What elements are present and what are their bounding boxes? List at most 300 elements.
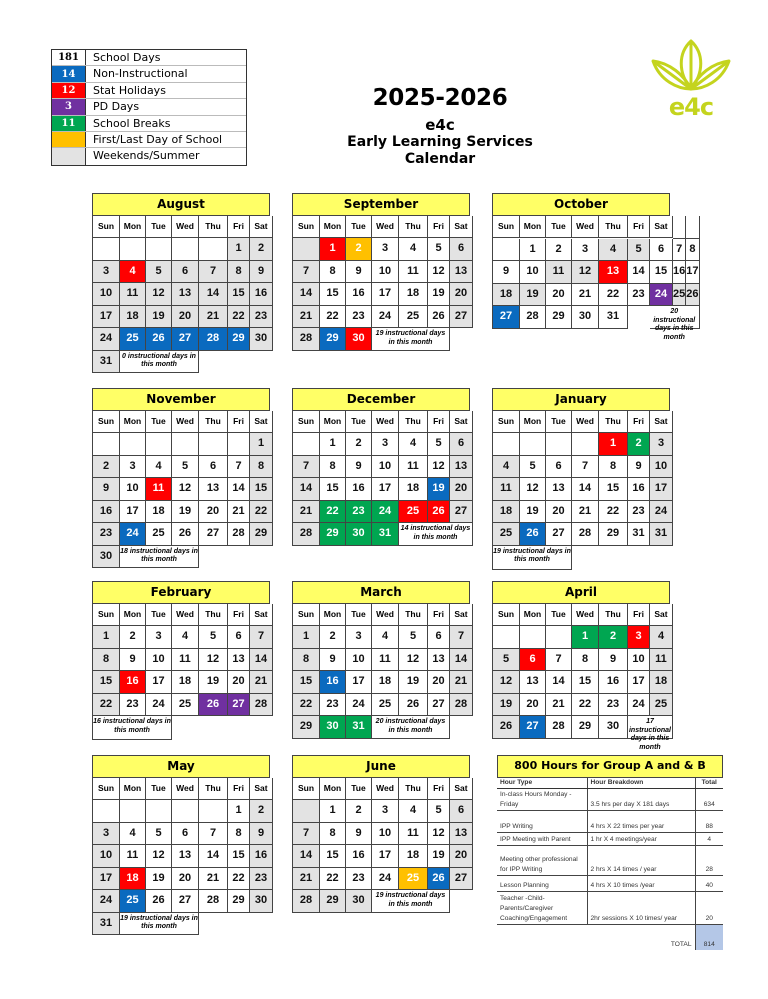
day-cell: 17	[372, 478, 399, 501]
day-cell: 2	[250, 800, 273, 823]
day-cell: 17	[346, 671, 372, 694]
empty-cell	[172, 800, 199, 823]
hours-row	[497, 810, 723, 832]
header-hour-type: Hour Type	[497, 778, 587, 788]
day-cell: 6	[450, 800, 473, 823]
day-cell: 19	[428, 478, 450, 501]
header-hour-breakdown: Hour Breakdown	[587, 778, 695, 788]
day-cell: 16	[346, 283, 372, 306]
day-cell: 18	[399, 478, 428, 501]
month-june	[292, 755, 470, 913]
month-grid	[92, 411, 270, 568]
day-cell: 24	[372, 501, 399, 524]
day-cell: 11	[120, 845, 146, 868]
day-cell: 2	[250, 238, 273, 261]
month-march	[292, 581, 470, 739]
day-cell: 28	[228, 523, 250, 546]
day-cell: 6	[650, 239, 673, 262]
day-cell: 15	[93, 671, 120, 694]
instructional-days-note: 20 instructional days in this month	[372, 716, 450, 739]
day-cell: 22	[572, 694, 599, 717]
day-cell: 24	[120, 523, 146, 546]
empty-cell	[146, 800, 172, 823]
day-cell: 24	[372, 306, 399, 329]
legend-item	[52, 99, 246, 115]
day-cell: 17	[372, 283, 399, 306]
month-grid	[92, 216, 270, 373]
day-cell: 24	[650, 284, 673, 307]
day-cell: 21	[293, 868, 320, 891]
legend-item	[52, 148, 246, 164]
day-cell: 8	[599, 456, 628, 479]
weekday-header: Mon	[320, 411, 346, 433]
day-cell: 7	[673, 239, 686, 262]
hour-total-cell: 88	[695, 810, 723, 832]
legend-swatch: 3	[52, 99, 86, 114]
day-cell: 18	[399, 283, 428, 306]
day-cell: 1	[599, 433, 628, 456]
day-cell: 29	[320, 328, 346, 351]
day-cell: 2	[628, 433, 650, 456]
day-cell: 23	[320, 694, 346, 717]
legend-item	[52, 116, 246, 132]
weekday-header: Tue	[546, 411, 572, 433]
hour-type-cell: Meeting other professional for IPP Writing	[497, 845, 587, 875]
weekday-header: Thu	[199, 778, 228, 800]
day-cell: 17	[93, 306, 120, 329]
day-cell: 11	[172, 649, 199, 672]
hour-total-cell: 4	[695, 832, 723, 845]
weekday-header: Sat	[250, 411, 273, 433]
empty-cell	[199, 238, 228, 261]
day-cell: 28	[293, 890, 320, 913]
day-cell: 20	[520, 694, 546, 717]
empty-cell	[572, 433, 599, 456]
day-cell: 20	[450, 845, 473, 868]
weekday-header: Wed	[372, 216, 399, 238]
day-cell: 28	[546, 716, 572, 739]
day-cell: 4	[399, 238, 428, 261]
day-cell: 27	[450, 868, 473, 891]
day-cell: 13	[546, 478, 572, 501]
day-cell: 5	[146, 261, 172, 284]
day-cell: 15	[228, 283, 250, 306]
weekday-header: Fri	[228, 604, 250, 626]
day-cell: 16	[599, 671, 628, 694]
day-cell: 20	[199, 501, 228, 524]
legend-swatch	[52, 148, 86, 164]
legend-label: Weekends/Summer	[93, 149, 200, 163]
day-cell: 15	[650, 261, 673, 284]
day-cell: 30	[346, 328, 372, 351]
weekday-header: Sat	[650, 604, 673, 626]
day-cell: 1	[250, 433, 273, 456]
day-cell: 3	[372, 800, 399, 823]
day-cell: 13	[172, 283, 199, 306]
weekday-header: Thu	[599, 216, 628, 238]
legend-label: First/Last Day of School	[93, 132, 223, 146]
day-cell: 14	[546, 671, 572, 694]
instructional-days-note: 14 instructional days in this month	[399, 523, 473, 546]
weekday-header: Tue	[346, 411, 372, 433]
day-cell: 7	[199, 823, 228, 846]
day-cell: 19	[520, 284, 546, 307]
day-cell: 22	[320, 868, 346, 891]
empty-cell	[493, 626, 520, 649]
day-cell: 25	[399, 306, 428, 329]
day-cell: 17	[93, 868, 120, 891]
logo-text: e4c	[668, 93, 714, 121]
day-cell: 23	[628, 284, 650, 307]
month-grid	[292, 778, 470, 913]
month-title: November	[92, 388, 270, 411]
day-cell: 24	[146, 694, 172, 717]
day-cell: 3	[93, 261, 120, 284]
hour-breakdown-cell: 3.5 hrs per day X 181 days	[587, 788, 695, 810]
empty-cell	[293, 433, 320, 456]
day-cell: 2	[93, 456, 120, 479]
month-grid	[492, 411, 670, 570]
day-cell: 1	[520, 239, 546, 262]
day-cell: 26	[520, 523, 546, 546]
day-cell: 7	[250, 626, 273, 649]
day-cell: 9	[320, 649, 346, 672]
day-cell: 5	[146, 823, 172, 846]
day-cell: 26	[146, 328, 172, 351]
weekday-header: Fri	[428, 216, 450, 238]
day-cell: 14	[199, 283, 228, 306]
day-cell: 27	[199, 523, 228, 546]
day-cell: 8	[293, 649, 320, 672]
day-cell: 28	[520, 306, 546, 329]
weekday-header: Thu	[199, 411, 228, 433]
day-cell: 30	[346, 890, 372, 913]
legend-item	[52, 83, 246, 99]
weekday-header: Fri	[428, 604, 450, 626]
day-cell: 26	[428, 868, 450, 891]
weekday-header: Sun	[293, 216, 320, 238]
day-cell: 13	[199, 478, 228, 501]
day-cell: 4	[120, 261, 146, 284]
day-cell: 23	[346, 501, 372, 524]
legend-label: Non-Instructional	[93, 67, 188, 81]
day-cell: 15	[599, 478, 628, 501]
weekday-header: Fri	[628, 411, 650, 433]
day-cell: 31	[650, 523, 673, 546]
day-cell: 9	[250, 261, 273, 284]
day-cell: 29	[228, 890, 250, 913]
empty-cell	[199, 433, 228, 456]
day-cell: 24	[372, 868, 399, 891]
day-cell: 10	[372, 456, 399, 479]
day-cell: 9	[250, 823, 273, 846]
day-cell: 21	[293, 306, 320, 329]
day-cell: 8	[686, 239, 699, 262]
day-cell: 14	[199, 845, 228, 868]
day-cell: 25	[172, 694, 199, 717]
day-cell: 31	[93, 913, 120, 936]
hours-row	[497, 875, 723, 891]
day-cell: 20	[546, 284, 572, 307]
legend-item	[52, 66, 246, 82]
day-cell: 26	[428, 501, 450, 524]
day-cell: 17	[372, 845, 399, 868]
day-cell: 5	[493, 649, 520, 672]
day-cell: 25	[372, 694, 399, 717]
empty-cell	[172, 238, 199, 261]
month-october	[492, 193, 699, 341]
weekday-header: Fri	[228, 411, 250, 433]
day-cell: 21	[199, 306, 228, 329]
day-cell: 22	[599, 501, 628, 524]
day-cell: 4	[172, 626, 199, 649]
weekday-header: Sat	[450, 604, 473, 626]
month-grid	[92, 604, 270, 740]
empty-cell	[520, 626, 546, 649]
day-cell: 27	[172, 328, 199, 351]
weekday-header: Fri	[228, 778, 250, 800]
title-subtitle-1: Early Learning Services	[347, 134, 533, 150]
day-cell: 7	[293, 456, 320, 479]
day-cell: 30	[572, 306, 599, 329]
day-cell: 7	[199, 261, 228, 284]
day-cell: 17	[120, 501, 146, 524]
weekday-header: Sat	[250, 778, 273, 800]
empty-cell	[546, 433, 572, 456]
weekday-header: Sun	[93, 411, 120, 433]
day-cell: 24	[93, 328, 120, 351]
weekday-header: Tue	[346, 604, 372, 626]
day-cell: 20	[546, 501, 572, 524]
month-title: March	[292, 581, 470, 604]
day-cell: 10	[93, 845, 120, 868]
day-cell: 13	[520, 671, 546, 694]
legend-swatch: 14	[52, 66, 86, 81]
weekday-header: Wed	[372, 411, 399, 433]
day-cell: 8	[320, 823, 346, 846]
weekday-header: Sat	[650, 411, 673, 433]
day-cell: 8	[320, 456, 346, 479]
day-cell: 3	[93, 823, 120, 846]
month-title: December	[292, 388, 470, 411]
day-cell: 23	[120, 694, 146, 717]
month-grid	[92, 778, 270, 935]
day-cell: 9	[493, 261, 520, 284]
day-cell: 15	[320, 283, 346, 306]
day-cell: 16	[250, 845, 273, 868]
day-cell: 31	[346, 716, 372, 739]
day-cell: 14	[450, 649, 473, 672]
day-cell: 14	[293, 283, 320, 306]
day-cell: 31	[628, 523, 650, 546]
instructional-days-note: 20 instructional days in this month	[650, 306, 700, 329]
empty-cell	[146, 238, 172, 261]
weekday-header: Sun	[93, 216, 120, 238]
day-cell: 29	[228, 328, 250, 351]
day-cell: 25	[399, 868, 428, 891]
hours-row	[497, 891, 723, 924]
empty-cell	[493, 239, 520, 262]
weekday-header: Thu	[599, 411, 628, 433]
weekday-header: Sat	[250, 604, 273, 626]
day-cell: 29	[599, 523, 628, 546]
hours-row	[497, 845, 723, 875]
weekday-header: Tue	[546, 604, 572, 626]
day-cell: 4	[399, 800, 428, 823]
day-cell: 12	[199, 649, 228, 672]
day-cell: 28	[293, 328, 320, 351]
day-cell: 27	[450, 501, 473, 524]
day-cell: 2	[599, 626, 628, 649]
day-cell: 5	[428, 800, 450, 823]
day-cell: 28	[199, 890, 228, 913]
day-cell: 23	[346, 868, 372, 891]
weekday-header: Sat	[450, 216, 473, 238]
day-cell: 17	[146, 671, 172, 694]
weekday-header: Thu	[199, 604, 228, 626]
day-cell: 27	[428, 694, 450, 717]
day-cell: 22	[599, 284, 628, 307]
weekday-header: Sat	[650, 216, 673, 238]
day-cell: 15	[228, 845, 250, 868]
day-cell: 16	[250, 283, 273, 306]
e4c-logo	[648, 35, 734, 123]
month-title: January	[492, 388, 670, 411]
day-cell: 16	[346, 478, 372, 501]
day-cell: 21	[199, 868, 228, 891]
day-cell: 13	[450, 456, 473, 479]
empty-cell	[199, 800, 228, 823]
weekday-header: Wed	[572, 216, 599, 238]
day-cell: 28	[293, 523, 320, 546]
hour-breakdown-cell: 4 hrs X 22 times per year	[587, 810, 695, 832]
day-cell: 14	[628, 261, 650, 284]
day-cell: 20	[428, 671, 450, 694]
day-cell: 20	[450, 283, 473, 306]
day-cell: 21	[450, 671, 473, 694]
day-cell: 13	[228, 649, 250, 672]
day-cell: 1	[320, 433, 346, 456]
day-cell: 9	[599, 649, 628, 672]
day-cell: 30	[250, 890, 273, 913]
weekday-header: Wed	[172, 411, 199, 433]
legend-swatch	[52, 132, 86, 147]
day-cell: 21	[293, 501, 320, 524]
day-cell: 18	[146, 501, 172, 524]
day-cell: 13	[450, 823, 473, 846]
empty-cell	[93, 800, 120, 823]
day-cell: 10	[93, 283, 120, 306]
day-cell: 28	[572, 523, 599, 546]
title-org: e4c	[425, 116, 455, 134]
day-cell: 25	[146, 523, 172, 546]
day-cell: 26	[172, 523, 199, 546]
weekday-header: Sun	[493, 216, 520, 238]
day-cell: 15	[320, 845, 346, 868]
day-cell: 14	[250, 649, 273, 672]
day-cell: 5	[199, 626, 228, 649]
hour-type-cell: Teacher -Child-Parents/Caregiver Coaching/Engagement	[497, 891, 587, 924]
day-cell: 26	[686, 284, 699, 307]
hour-breakdown-cell: 1 hr X 4 meetings/year	[587, 832, 695, 845]
day-cell: 5	[428, 433, 450, 456]
day-cell: 4	[650, 626, 673, 649]
title-year: 2025-2026	[372, 85, 508, 111]
weekday-header: Sun	[293, 778, 320, 800]
weekday-header: Mon	[120, 778, 146, 800]
day-cell: 13	[428, 649, 450, 672]
weekday-header: Wed	[572, 604, 599, 626]
day-cell: 31	[372, 523, 399, 546]
empty-cell	[520, 433, 546, 456]
day-cell: 26	[199, 694, 228, 717]
day-cell: 10	[146, 649, 172, 672]
weekday-header: Wed	[572, 411, 599, 433]
day-cell: 29	[250, 523, 273, 546]
empty-cell	[120, 800, 146, 823]
day-cell: 3	[572, 239, 599, 262]
month-grid	[292, 411, 470, 546]
legend-label: PD Days	[93, 100, 140, 114]
day-cell: 8	[93, 649, 120, 672]
day-cell: 15	[250, 478, 273, 501]
day-cell: 16	[120, 671, 146, 694]
day-cell: 26	[428, 306, 450, 329]
legend-label: School Days	[93, 51, 161, 64]
day-cell: 14	[293, 845, 320, 868]
day-cell: 18	[120, 306, 146, 329]
day-cell: 18	[172, 671, 199, 694]
day-cell: 8	[228, 823, 250, 846]
day-cell: 4	[146, 456, 172, 479]
day-cell: 10	[346, 649, 372, 672]
weekday-header: Mon	[120, 411, 146, 433]
day-cell: 19	[172, 501, 199, 524]
weekday-header: Wed	[172, 216, 199, 238]
weekday-header: Fri	[428, 778, 450, 800]
weekday-header: Tue	[146, 778, 172, 800]
day-cell: 19	[493, 694, 520, 717]
month-title: September	[292, 193, 470, 216]
day-cell: 25	[399, 501, 428, 524]
day-cell: 7	[293, 261, 320, 284]
day-cell: 30	[250, 328, 273, 351]
day-cell: 22	[228, 306, 250, 329]
instructional-days-note: 19 instructional days in this month	[120, 913, 199, 936]
legend-swatch: 181	[52, 50, 86, 65]
day-cell: 21	[250, 671, 273, 694]
header-total: Total	[695, 778, 723, 788]
day-cell: 9	[628, 456, 650, 479]
day-cell: 13	[172, 845, 199, 868]
day-cell: 11	[120, 283, 146, 306]
day-cell: 6	[450, 238, 473, 261]
day-cell: 30	[93, 546, 120, 569]
weekday-header: Sun	[493, 604, 520, 626]
day-cell: 14	[572, 478, 599, 501]
day-cell: 19	[399, 671, 428, 694]
weekday-header: Sat	[250, 216, 273, 238]
day-cell: 5	[520, 456, 546, 479]
instructional-days-note: 17 instructional days in this month	[628, 718, 671, 751]
day-cell: 1	[320, 238, 346, 261]
day-cell: 27	[450, 306, 473, 329]
weekday-header: Mon	[520, 411, 546, 433]
hour-type-cell: IPP Meeting with Parent	[497, 832, 587, 845]
day-cell: 23	[250, 868, 273, 891]
day-cell: 4	[493, 456, 520, 479]
day-cell: 1	[93, 626, 120, 649]
